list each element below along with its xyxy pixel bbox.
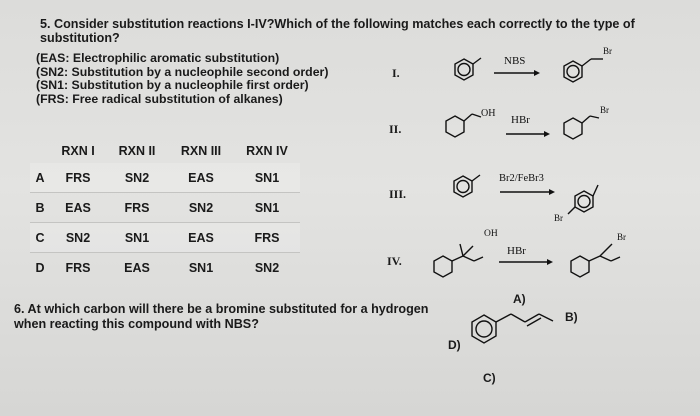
table-cell: SN2 — [168, 193, 234, 223]
rxn-4-reactant-label: OH — [484, 229, 498, 239]
table-cell: SN2 — [106, 163, 168, 193]
rxn-3-reagent: Br2/FeBr3 — [499, 173, 544, 184]
rxn-3-numeral: III. — [389, 187, 407, 201]
toluene-structure-rxn-3 — [454, 175, 480, 197]
option-b-label[interactable]: B) — [565, 310, 578, 324]
table-cell: SN2 — [50, 223, 106, 253]
option-a-label[interactable]: A) — [513, 292, 526, 306]
definition-frs: (FRS: Free radical substitution of alkanes) — [36, 91, 283, 106]
table-cell: FRS — [234, 223, 300, 253]
rxn-1-numeral: I. — [392, 66, 400, 80]
rxn-2-reagent: HBr — [511, 114, 530, 126]
definition-eas: (EAS: Electrophilic aromatic substitution) — [36, 51, 280, 65]
row-label: C — [30, 223, 50, 253]
question-6-stem: 6. At which carbon will there be a bromine substituted for a hydrogen when reacting this compound with NBS? — [14, 302, 429, 331]
rxn-4-reagent: HBr — [507, 245, 526, 257]
rxn-1-reagent: NBS — [504, 55, 526, 67]
rxn-3-product-label: Br — [554, 213, 563, 223]
alcohol-structure-rxn-2 — [446, 114, 481, 137]
rxn-2-product-label: Br — [600, 105, 609, 115]
table-cell: FRS — [106, 193, 168, 223]
alkyl-bromide-structure-rxn-2 — [564, 116, 599, 139]
rxn-4-numeral: IV. — [387, 254, 402, 268]
row-label: D — [30, 253, 50, 283]
option-d-label[interactable]: D) — [448, 338, 461, 352]
table-cell: SN2 — [234, 253, 300, 283]
table-cell: EAS — [106, 253, 168, 283]
header-rxn-1: RXN I — [61, 143, 95, 158]
table-cell: FRS — [50, 253, 106, 283]
allylbenzene-compound — [472, 314, 553, 343]
table-cell: EAS — [50, 193, 106, 223]
table-cell: EAS — [168, 163, 234, 193]
table-cell: FRS — [50, 163, 106, 193]
option-c-label[interactable]: C) — [483, 371, 496, 385]
header-rxn-4: RXN IV — [246, 143, 288, 158]
rxn-2-numeral: II. — [389, 122, 402, 136]
benzyl-bromide-structure — [564, 59, 603, 82]
table-cell: SN1 — [234, 163, 300, 193]
table-cell: EAS — [168, 223, 234, 253]
toluene-structure — [455, 58, 481, 80]
definition-sn1: (SN1: Substitution by a nucleophile first order) — [36, 78, 309, 93]
rxn-4-product-label: Br — [617, 232, 626, 242]
table-cell: SN1 — [168, 253, 234, 283]
table-cell: SN1 — [234, 193, 300, 223]
tertiary-alcohol-structure — [434, 244, 483, 277]
tertiary-bromide-structure — [571, 244, 620, 277]
rxn-1-product-label: Br — [603, 46, 612, 56]
bromotoluene-structure — [568, 185, 598, 214]
question-5-stem: 5. Consider substitution reactions I-IV?Which of the following matches each correctly to the type of substitution? — [40, 17, 635, 45]
rxn-2-reactant-label: OH — [481, 108, 496, 119]
header-rxn-3: RXN III — [180, 143, 222, 158]
table-cell: SN1 — [106, 223, 168, 253]
row-label: A — [30, 163, 50, 193]
row-label: B — [30, 193, 50, 223]
header-rxn-2: RXN II — [118, 143, 156, 158]
definition-sn2: (SN2: Substitution by a nucleophile second order) — [36, 64, 329, 79]
